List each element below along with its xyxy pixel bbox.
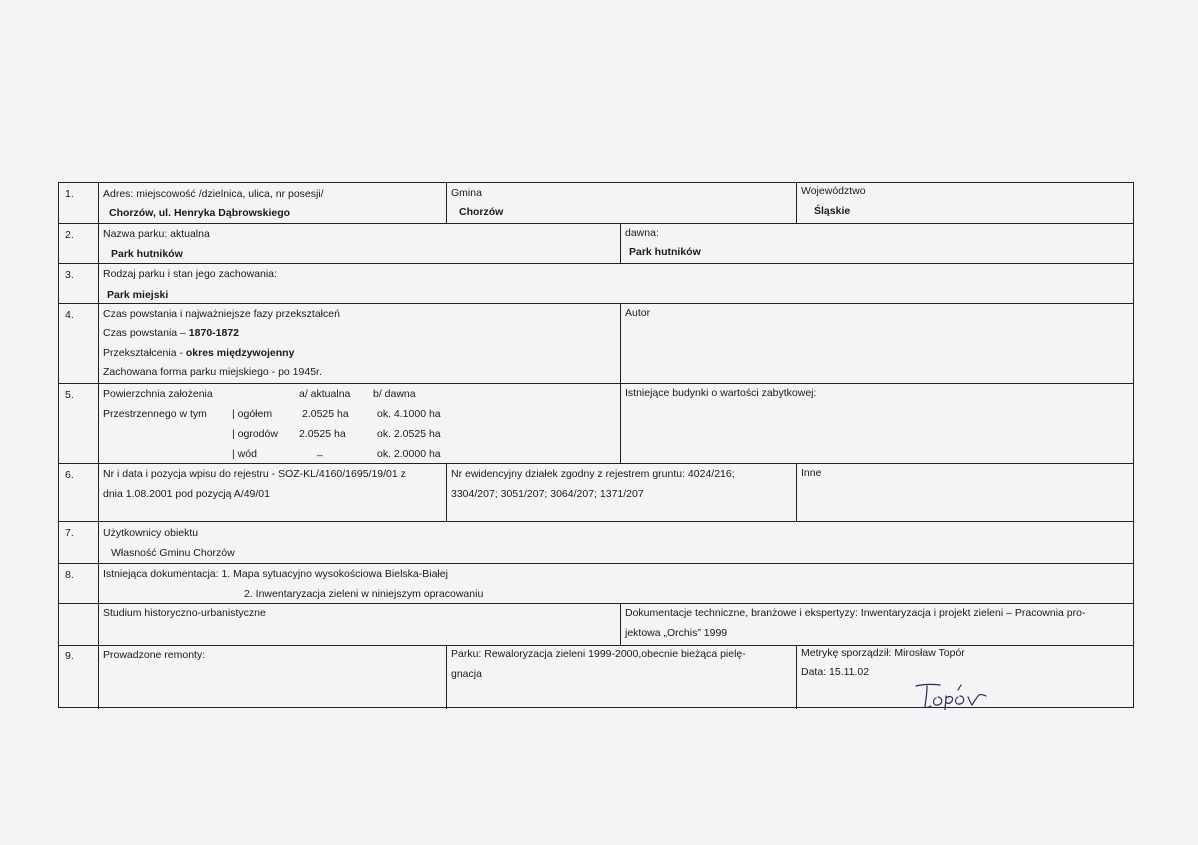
water-current: _ <box>317 445 323 457</box>
historic-buildings-label: Istniejące budynki o wartości zabytkowej: <box>625 387 817 399</box>
address-label: Adres: miejscowość /dzielnica, ulica, nr posesji/ <box>103 188 324 200</box>
technical-docs-line2: jektowa „Orchis” 1999 <box>625 627 728 639</box>
area-current-header: a/ aktualna <box>299 388 351 400</box>
total-label: | ogółem <box>232 408 273 420</box>
column-divider <box>446 645 447 709</box>
column-divider <box>796 183 797 223</box>
row-divider <box>59 603 1133 604</box>
gardens-label: | ogrodów <box>232 428 278 440</box>
area-label: Powierzchnia założenia <box>103 388 213 400</box>
row-number: 9. <box>65 650 74 662</box>
voivodeship-label: Województwo <box>801 185 866 197</box>
row-divider <box>59 463 1133 464</box>
repairs-label: Prowadzone remonty: <box>103 649 206 661</box>
park-record-form <box>58 182 1134 708</box>
voivodeship-value: Śląskie <box>814 205 851 217</box>
gardens-current: 2.0525 ha <box>299 428 346 440</box>
spatial-label: Przestrzennego w tym <box>103 408 207 420</box>
users-label: Użytkownicy obiektu <box>103 527 199 539</box>
author-label: Autor <box>625 307 651 319</box>
water-label: | wód <box>232 448 257 460</box>
row-number: 5. <box>65 389 74 401</box>
column-divider <box>796 645 797 709</box>
park-repairs-line2: gnacja <box>451 668 482 680</box>
gmina-label: Gmina <box>451 187 482 199</box>
gmina-value: Chorzów <box>459 206 504 218</box>
register-entry-line1: Nr i data i pozycja wpisu do rejestru - SOZ-KL/4160/1695/19/01 z <box>103 468 406 480</box>
row-number: 6. <box>65 469 74 481</box>
park-type-label: Rodzaj parku i stan jego zachowania: <box>103 268 277 280</box>
former-name-label: dawna: <box>625 227 659 239</box>
area-former-header: b/ dawna <box>373 388 416 400</box>
row-divider <box>59 645 1133 646</box>
historical-study-label: Studium historyczno-urbanistyczne <box>103 607 266 619</box>
park-type-value: Park miejski <box>107 289 169 301</box>
address-value: Chorzów, ul. Henryka Dąbrowskiego <box>109 207 291 219</box>
row-number: 7. <box>65 527 74 539</box>
row-divider <box>59 383 1133 384</box>
column-divider <box>620 303 621 463</box>
handwritten-signature <box>912 678 992 710</box>
park-name-former: Park hutników <box>629 246 701 258</box>
gardens-former: ok. 2.0525 ha <box>377 428 441 440</box>
row-divider <box>59 521 1133 522</box>
column-divider <box>620 603 621 645</box>
documentation-line2: 2. Inwentaryzacja zieleni w niniejszym opracowaniu <box>244 588 484 600</box>
column-divider <box>446 183 447 223</box>
row-divider <box>59 263 1133 264</box>
row-divider <box>59 563 1133 564</box>
documentation-line1: Istniejąca dokumentacja: 1. Mapa sytuacyjno wysokościowa Bielska-Białej <box>103 568 448 580</box>
row-number: 4. <box>65 309 74 321</box>
park-name-label: Nazwa parku: aktualna <box>103 228 210 240</box>
row-number: 1. <box>65 188 74 200</box>
park-name-current: Park hutników <box>111 248 183 260</box>
preserved-form: Zachowana forma parku miejskiego - po 1945r. <box>103 366 322 378</box>
water-former: ok. 2.0000 ha <box>377 448 441 460</box>
transformations: Przekształcenia - okres międzywojenny <box>103 347 295 359</box>
park-repairs-line1: Parku: Rewaloryzacja zieleni 1999-2000,obecnie bieżąca pielę- <box>451 648 746 660</box>
column-divider <box>796 463 797 521</box>
row-divider <box>59 223 1133 224</box>
column-divider <box>446 463 447 521</box>
other-label: Inne <box>801 467 822 479</box>
date-label: Data: 15.11.02 <box>801 666 870 678</box>
plots-line2: 3304/207; 3051/207; 3064/207; 1371/207 <box>451 488 644 500</box>
number-column-divider <box>98 183 99 709</box>
row-number: 2. <box>65 229 74 241</box>
row-number: 8. <box>65 569 74 581</box>
plots-line1: Nr ewidencyjny działek zgodny z rejestrem gruntu: 4024/216; <box>451 468 735 480</box>
technical-docs-line1: Dokumentacje techniczne, branżowe i ekspertyzy: Inwentaryzacja i projekt zieleni – Pracownia pro- <box>625 607 1086 619</box>
register-entry-line2: dnia 1.08.2001 pod pozycją A/49/01 <box>103 488 270 500</box>
phases-label: Czas powstania i najważniejsze fazy przekształceń <box>103 308 340 320</box>
row-number: 3. <box>65 269 74 281</box>
total-former: ok. 4.1000 ha <box>377 408 441 420</box>
prepared-by: Metrykę sporządził: Mirosław Topór <box>801 647 965 659</box>
total-current: 2.0525 ha <box>302 408 349 420</box>
creation-time: Czas powstania – 1870-1872 <box>103 327 240 339</box>
row-divider <box>59 303 1133 304</box>
users-value: Własność Gminu Chorzów <box>111 547 235 559</box>
column-divider <box>620 223 621 263</box>
